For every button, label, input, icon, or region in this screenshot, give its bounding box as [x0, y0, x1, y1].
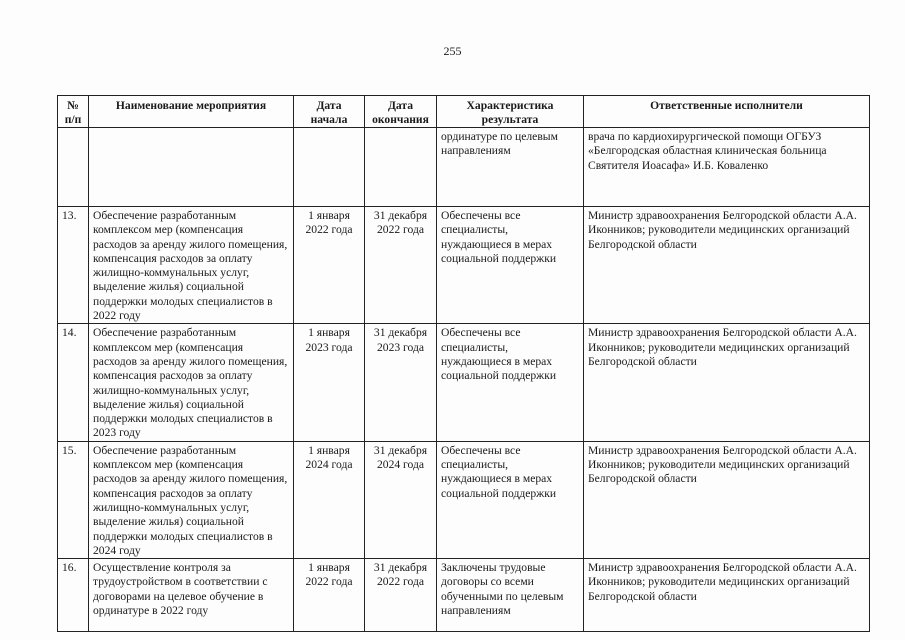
table-header-row [58, 96, 870, 128]
cell-start: 1 января 2023 года [294, 324, 365, 441]
cell-name: Обеспечение разработанным комплексом мер (компенсация расходов за аренду жилого помещения, компенсация расходов за оплату жилищно-коммунальных услуг, выделение жилья) социальной поддержки молодых специалистов в 2024 году [89, 441, 294, 558]
cell-responsible: Министр здравоохранения Белгородской области А.А. Иконников; руководители медицинских организаций Белгородской области [584, 207, 870, 324]
table-row [58, 207, 870, 324]
cell-result: Обеспечены все специалисты, нуждающиеся в мерах социальной поддержки [437, 441, 584, 558]
cell-start: 1 января 2024 года [294, 441, 365, 558]
cell-result: ординатуре по целевым направлениям [437, 128, 584, 207]
header-result: Характеристика результата [437, 96, 584, 128]
table-row [58, 559, 870, 632]
cell-name: Осуществление контроля за трудоустройством в соответствии с договорами на целевое обучение в ординатуре в 2022 году [89, 559, 294, 632]
cell-num: 14. [58, 324, 89, 441]
cell-num [58, 128, 89, 207]
cell-end: 31 декабря 2022 года [365, 207, 437, 324]
table-row-continuation [58, 128, 870, 207]
cell-name: Обеспечение разработанным комплексом мер (компенсация расходов за аренду жилого помещения, компенсация расходов за оплату жилищно-коммунальных услуг, выделение жилья) социальной поддержки молодых специалистов в 2023 году [89, 324, 294, 441]
cell-result: Обеспечены все специалисты, нуждающиеся в мерах социальной поддержки [437, 207, 584, 324]
header-start-date: Дата начала [294, 96, 365, 128]
header-name: Наименование мероприятия [89, 96, 294, 128]
table-row [58, 324, 870, 441]
cell-end: 31 декабря 2022 года [365, 559, 437, 632]
cell-start: 1 января 2022 года [294, 207, 365, 324]
page-number: 255 [443, 44, 462, 58]
cell-start: 1 января 2022 года [294, 559, 365, 632]
cell-responsible: Министр здравоохранения Белгородской области А.А. Иконников; руководители медицинских организаций Белгородской области [584, 559, 870, 632]
cell-responsible: Министр здравоохранения Белгородской области А.А. Иконников; руководители медицинских организаций Белгородской области [584, 324, 870, 441]
cell-end: 31 декабря 2023 года [365, 324, 437, 441]
cell-name: Обеспечение разработанным комплексом мер (компенсация расходов за аренду жилого помещения, компенсация расходов за оплату жилищно-коммунальных услуг, выделение жилья) социальной поддержки молодых специалистов в 2022 году [89, 207, 294, 324]
cell-num: 15. [58, 441, 89, 558]
cell-num: 13. [58, 207, 89, 324]
cell-start [294, 128, 365, 207]
header-num: № п/п [58, 96, 89, 128]
cell-num: 16. [58, 559, 89, 632]
table-row [58, 441, 870, 558]
header-end-date: Дата окончания [365, 96, 437, 128]
cell-result: Заключены трудовые договоры со всеми обученными по целевым направлениям [437, 559, 584, 632]
cell-responsible: врача по кардиохирургической помощи ОГБУЗ «Белгородская областная клиническая больница Святителя Иоасафа» И.Б. Коваленко [584, 128, 870, 207]
header-responsible: Ответственные исполнители [584, 96, 870, 128]
cell-end: 31 декабря 2024 года [365, 441, 437, 558]
cell-end [365, 128, 437, 207]
cell-responsible: Министр здравоохранения Белгородской области А.А. Иконников; руководители медицинских организаций Белгородской области [584, 441, 870, 558]
cell-name [89, 128, 294, 207]
cell-result: Обеспечены все специалисты, нуждающиеся в мерах социальной поддержки [437, 324, 584, 441]
events-table [57, 95, 870, 632]
